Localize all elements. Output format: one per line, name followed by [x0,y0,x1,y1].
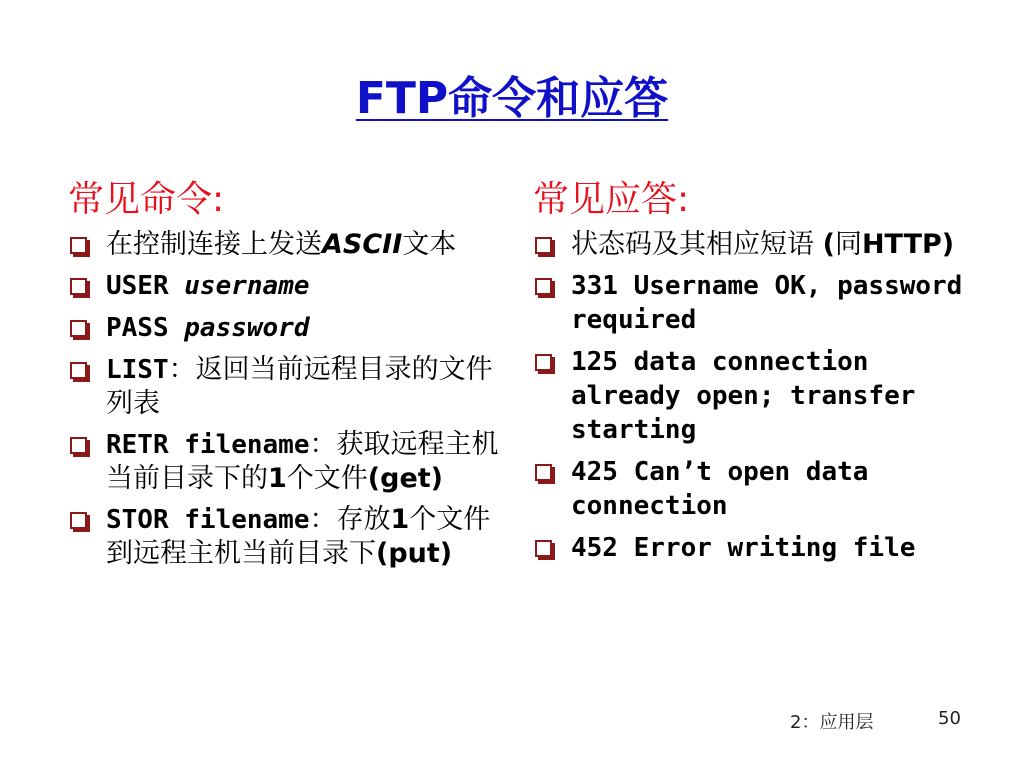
square-bullet-icon [535,354,552,371]
footer-chapter-label: 2：应用层 [790,712,874,733]
list-item: 在控制连接上发送ASCII文本 [68,228,508,261]
replies-heading: 常见应答: [533,179,690,220]
square-bullet-icon [535,540,552,557]
list-item: RETR filename：获取远程主机当前目录下的1个文件(get) [68,428,508,495]
replies-list [533,228,983,565]
square-bullet-icon [535,278,552,295]
commands-column [68,178,508,578]
square-bullet-icon [535,237,552,254]
slide-title-text: FTP命令和应答 [355,73,669,124]
list-item: 状态码及其相应短语 (同HTTP) [533,228,983,261]
replies-column [533,178,983,573]
square-bullet-icon [70,362,87,379]
slide-title [0,62,1024,126]
list-item: LIST：返回当前远程目录的文件列表 [68,353,508,420]
list-item: 425 Can’t open data connection [533,455,983,523]
square-bullet-icon [70,512,87,529]
square-bullet-icon [535,464,552,481]
list-item: USER username [68,269,508,303]
commands-list [68,228,508,570]
list-item: 331 Username OK, password required [533,269,983,337]
list-item: 125 data connection already open; transfer starting [533,345,983,447]
square-bullet-icon [70,320,87,337]
list-item: STOR filename：存放1个文件到远程主机当前目录下(put) [68,503,508,570]
square-bullet-icon [70,237,87,254]
page-number: 50 [938,708,961,729]
commands-heading: 常见命令: [68,179,225,220]
list-item: PASS password [68,311,508,345]
square-bullet-icon [70,437,87,454]
square-bullet-icon [70,278,87,295]
list-item: 452 Error writing file [533,531,983,565]
